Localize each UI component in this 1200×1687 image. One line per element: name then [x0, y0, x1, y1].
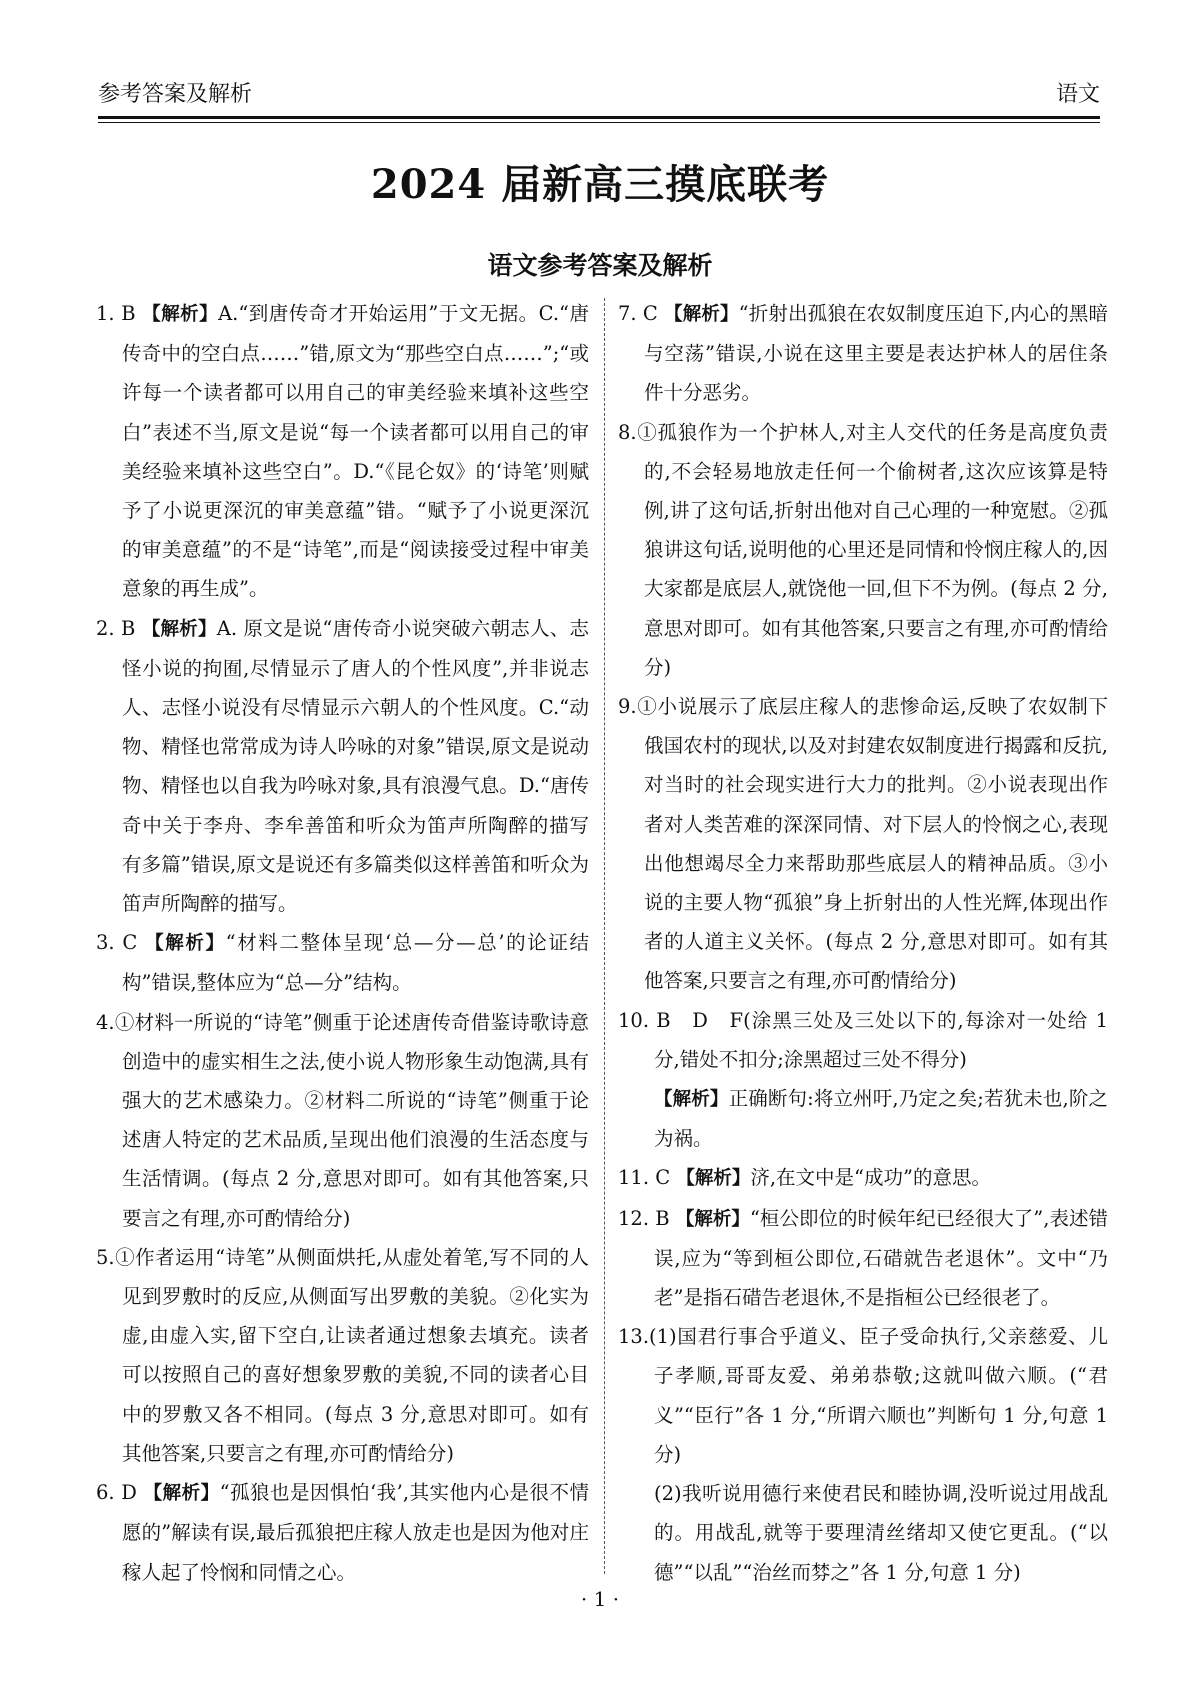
- answer-number: 2. B: [96, 616, 136, 640]
- analysis-tag: 【解析】: [141, 618, 217, 640]
- answer-number: 10. B D F: [618, 1008, 744, 1032]
- analysis-tag: 【解析】: [676, 1168, 751, 1190]
- answer-number: 7. C: [618, 302, 658, 325]
- answer-item-13: [618, 1317, 1108, 1474]
- header-right-text: 语文: [1055, 82, 1100, 107]
- answer-key-subtitle: 语文参考答案及解析: [487, 251, 713, 280]
- answer-item-10-analysis: [618, 1079, 1108, 1158]
- answer-number: 8.: [618, 420, 637, 444]
- answer-item-10: [618, 1001, 1108, 1079]
- answer-number: 11. C: [618, 1166, 671, 1190]
- answer-item-9: [618, 687, 1108, 1001]
- answer-number: 1. B: [96, 302, 136, 325]
- answer-number: 4.: [96, 1010, 115, 1034]
- analysis-tag: 【解析】: [143, 1483, 220, 1505]
- answer-text: (涂黑三处及三处以下的,每涂对一处给 1 分,错处不扣分;涂黑超过三处不得分): [654, 1008, 1108, 1071]
- header-rule-thick: [98, 116, 1100, 119]
- header-rule-thin: [98, 122, 1100, 123]
- analysis-tag: 【解析】: [145, 933, 226, 955]
- answer-item-13-part2: [618, 1474, 1108, 1592]
- answer-number: 12. B: [618, 1206, 670, 1230]
- answer-number: 5.: [96, 1245, 115, 1269]
- answer-text: “孤狼也是因惧怕‘我’,其实他内心是很不情愿的”解读有误,最后孤狼把庄稼人放走也是因为他对庄稼人起了怜悯和同情之心。: [122, 1481, 589, 1584]
- column-divider: [604, 298, 605, 1574]
- page-header: [98, 78, 1100, 112]
- answer-item-5: [96, 1238, 589, 1473]
- exam-title: 2024 届新高三摸底联考: [370, 161, 830, 208]
- answer-text: A.“到唐传奇才开始运用”于文无据。C.“唐传奇中的空白点……”错,原文为“那些空白点……”;“或许每一个读者都可以用自己的审美经验来填补这些空白”表述不当,原文是说“每一个读者都可以用自己的审美经验来填补这些空白”。D.“《昆仑奴》的‘诗笔’则赋予了小说更深沉的审美意蕴”错。“赋予了小说更深沉的审美意蕴”的不是“诗笔”,而是“阅读接受过程中审美意象的再生成”。: [122, 302, 589, 601]
- answer-item-8: [618, 413, 1108, 687]
- answer-text: “材料二整体呈现‘总—分—总’的论证结构”错误,整体应为“总—分”结构。: [122, 931, 589, 995]
- answer-item-1: [96, 294, 589, 609]
- answer-item-4: [96, 1003, 589, 1238]
- analysis-tag: 【解析】: [675, 1208, 750, 1230]
- answer-text: (2)我听说用德行来使君民和睦协调,没听说过用战乱的。用战乱,就等于要理清丝绪却又使它更乱。(“以德”“以乱”“治丝而棼之”各 1 分,句意 1 分): [654, 1482, 1108, 1584]
- analysis-tag: 【解析】: [664, 304, 739, 325]
- answer-text: “桓公即位的时候年纪已经很大了”,表述错误,应为“等到桓公即位,石碏就告老退休”。文中“乃老”是指石碏告老退休,不是指桓公已经很老了。: [654, 1206, 1109, 1310]
- answer-text: ①材料一所说的“诗笔”侧重于论述唐传奇借鉴诗歌诗意创造中的虚实相生之法,使小说人物形象生动饱满,具有强大的艺术感染力。②材料二所说的“诗笔”侧重于论述唐人特定的艺术品质,呈现出他们浪漫的生活态度与生活情调。(每点 2 分,意思对即可。如有其他答案,只要言之有理,亦可酌情给分): [114, 1010, 589, 1230]
- answer-number: 3. C: [96, 931, 138, 955]
- page-number: · 1 ·: [580, 1587, 620, 1611]
- answer-text: A. 原文是说“唐传奇小说突破六朝志人、志怪小说的拘囿,尽情显示了唐人的个性风度”,并非说志人、志怪小说没有尽情显示六朝人的个性风度。C.“动物、精怪也常常成为诗人吟咏的对象”错误,原文是说动物、精怪也以自我为吟咏对象,具有浪漫气息。D.“唐传奇中关于李舟、李牟善笛和听众为笛声所陶醉的描写有多篇”错误,原文是说还有多篇类似这样善笛和听众为笛声所陶醉的描写。: [122, 616, 589, 916]
- answer-item-12: [618, 1199, 1108, 1318]
- answer-text: ①小说展示了底层庄稼人的悲惨命运,反映了农奴制下俄国农村的现状,以及对封建农奴制度进行揭露和反抗,对当时的社会现实进行大力的批判。②小说表现出作者对人类苦难的深深同情、对下层人的怜悯之心,表现出他想竭尽全力来帮助那些底层人的精神品质。③小说的主要人物“孤狼”身上折射出的人性光辉,体现出作者的人道主义关怀。(每点 2 分,意思对即可。如有其他答案,只要言之有理,亦可酌情给分): [636, 695, 1108, 993]
- answer-item-3: [96, 923, 589, 1002]
- answer-text: ①孤狼作为一个护林人,对主人交代的任务是高度负责的,不会轻易地放走任何一个偷树者,这次应该算是特例,讲了这句话,折射出他对自己心理的一种宽慰。②孤狼讲这句话,说明他的心里还是同情和怜悯庄稼人的,因大家都是底层人,就饶他一回,但下不为例。(每点 2 分,意思对即可。如有其他答案,只要言之有理,亦可酌情给分): [636, 420, 1108, 679]
- right-column: [618, 294, 1108, 1592]
- left-column: [96, 294, 589, 1592]
- answer-text: ①作者运用“诗笔”从侧面烘托,从虚处着笔,写不同的人见到罗敷时的反应,从侧面写出罗敷的美貌。②化实为虚,由虚入实,留下空白,让读者通过想象去填充。读者可以按照自己的喜好想象罗敷的美貌,不同的读者心目中的罗敷又各不相同。(每点 3 分,意思对即可。如有其他答案,只要言之有理,亦可酌情给分): [114, 1245, 589, 1465]
- answer-text: (1)国君行事合乎道义、臣子受命执行,父亲慈爱、儿子孝顺,哥哥友爱、弟弟恭敬;这就叫做六顺。(“君义”“臣行”各 1 分,“所谓六顺也”判断句 1 分,句意 1 分): [649, 1325, 1108, 1466]
- answer-item-7: [618, 294, 1108, 413]
- analysis-tag: 【解析】: [142, 304, 219, 325]
- answer-text: “折射出孤狼在农奴制度压迫下,内心的黑暗与空荡”错误,小说在这里主要是表达护林人的居住条件十分恶劣。: [644, 302, 1108, 405]
- answer-number: 9.: [618, 695, 637, 719]
- answer-number: 6. D: [96, 1481, 137, 1505]
- answer-item-2: [96, 609, 589, 924]
- answer-text: 济,在文中是“成功”的意思。: [750, 1166, 991, 1190]
- answer-number: 13.: [618, 1325, 650, 1349]
- answer-text: 正确断句:将立州吁,乃定之矣;若犹未也,阶之为祸。: [654, 1087, 1108, 1151]
- answer-item-6: [96, 1473, 589, 1592]
- header-left-text: 参考答案及解析: [98, 82, 253, 107]
- analysis-tag: 【解析】: [654, 1089, 729, 1111]
- answer-item-11: [618, 1158, 1108, 1198]
